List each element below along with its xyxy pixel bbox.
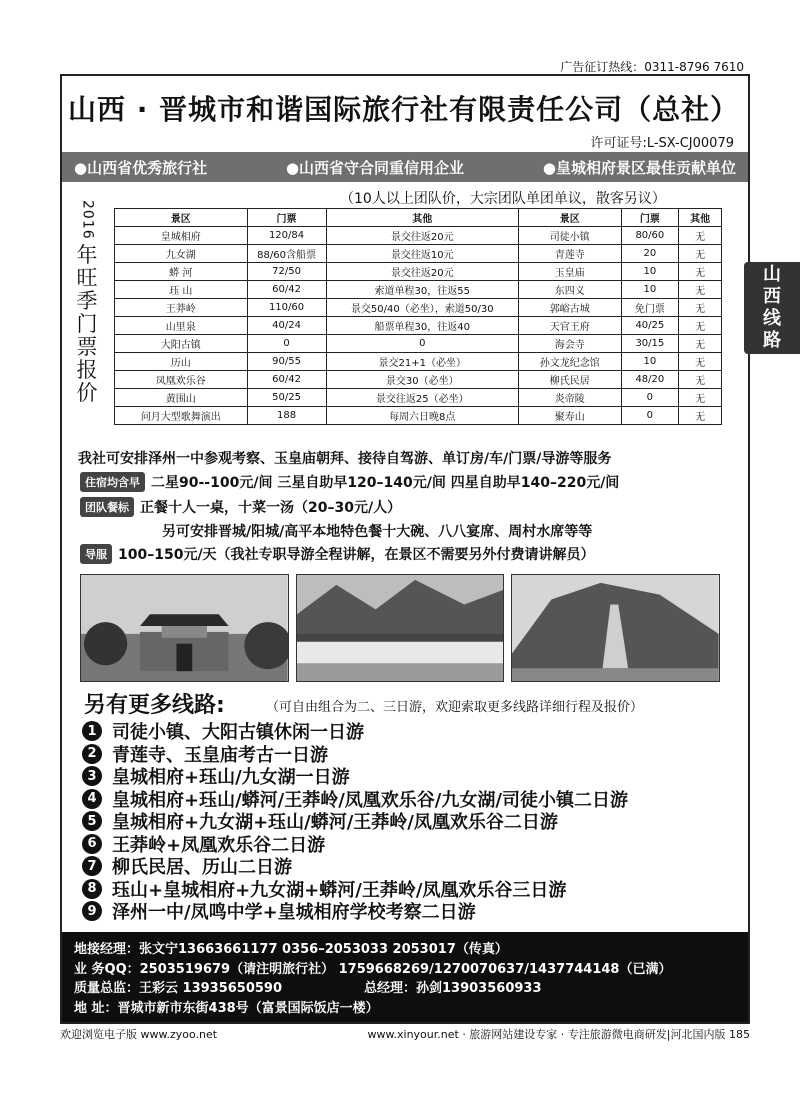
table-cell: 景交往返20元 [326, 227, 518, 245]
table-cell: 10 [621, 263, 679, 281]
meals-extra-text: 另可安排晋城/阳城/高平本地特色餐十大碗、八八宴席、周村水席等等 [162, 524, 593, 540]
table-cell: 0 [621, 407, 679, 425]
tab-char: 西 [763, 286, 781, 307]
route-text: 王莽岭+凤凰欢乐谷二日游 [112, 834, 326, 856]
contact-address: 地 址：晋城市新市东街438号（富景国际饭店一楼） [74, 1000, 379, 1016]
table-cell: 免门票 [621, 299, 679, 317]
table-cell: 大阳古镇 [115, 335, 248, 353]
ticket-price-table [114, 208, 722, 425]
meals-tag: 团队餐标 [80, 497, 134, 517]
route-item [82, 743, 742, 766]
table-cell: 无 [679, 371, 722, 389]
table-row [115, 245, 722, 263]
col-header: 门票 [621, 209, 679, 227]
table-cell: 无 [679, 317, 722, 335]
lodging-text: 二星90--100元/间 三星自助早120–140元/间 四星自助早140–220元/间 [151, 475, 620, 491]
table-cell: 0 [621, 389, 679, 407]
route-number: 2 [82, 744, 102, 764]
contact-qq: 业 务QQ：2503519679（请注明旅行社） 1759668269/1270070637/1437744148（已满） [74, 961, 672, 977]
honors-banner [62, 152, 748, 182]
table-row [115, 389, 722, 407]
table-cell: 48/20 [621, 371, 679, 389]
honor-item: ●山西省优秀旅行社 [74, 158, 208, 177]
route-number: 9 [82, 901, 102, 921]
tab-char: 山 [763, 264, 781, 285]
table-cell: 10 [621, 353, 679, 371]
table-cell: 无 [679, 227, 722, 245]
route-number: 6 [82, 834, 102, 854]
table-cell: 30/15 [621, 335, 679, 353]
table-cell: 天官王府 [518, 317, 621, 335]
table-row [115, 299, 722, 317]
col-header: 门票 [247, 209, 326, 227]
table-cell: 0 [326, 335, 518, 353]
route-text: 泽州一中/凤鸣中学+皇城相府学校考察二日游 [112, 902, 476, 924]
table-cell: 索道单程30，往返55 [326, 281, 518, 299]
table-cell: 无 [679, 281, 722, 299]
table-cell: 10 [621, 281, 679, 299]
guide-row [80, 544, 595, 564]
honor-item: ●山西省守合同重信用企业 [285, 158, 465, 177]
guide-text: 100–150元/天（我社专职导游全程讲解，在景区不需要另外付费请讲解员） [118, 547, 595, 563]
table-cell: 无 [679, 299, 722, 317]
table-cell: 炎帝陵 [518, 389, 621, 407]
table-cell: 80/60 [621, 227, 679, 245]
route-number: 5 [82, 811, 102, 831]
table-cell: 无 [679, 389, 722, 407]
license-number: 许可证号:L-SX-CJ00079 [590, 136, 734, 151]
routes-list [82, 720, 742, 923]
tab-char: 路 [763, 330, 781, 351]
table-cell: 110/60 [247, 299, 326, 317]
table-cell: 88/60含船票 [247, 245, 326, 263]
contact-quality: 质量总监：王彩云 13935650590 [74, 981, 283, 997]
shanxi-routes-tab [744, 262, 800, 354]
table-header-row [115, 209, 722, 227]
table-cell: 40/24 [247, 317, 326, 335]
route-item [82, 878, 742, 901]
table-cell: 景交往返10元 [326, 245, 518, 263]
scenic-photos [80, 574, 720, 682]
table-cell: 凤凰欢乐谷 [115, 371, 248, 389]
table-cell: 无 [679, 335, 722, 353]
table-cell: 90/55 [247, 353, 326, 371]
lodging-row [80, 472, 619, 492]
col-header: 景区 [115, 209, 248, 227]
meals-extra-row [162, 521, 592, 541]
col-header: 其他 [679, 209, 722, 227]
table-cell: 0 [247, 335, 326, 353]
photo-waterfall [296, 574, 505, 682]
table-cell: 无 [679, 407, 722, 425]
vertical-title-char: 年 [76, 243, 98, 267]
tab-char: 线 [763, 308, 781, 329]
table-cell: 历山 [115, 353, 248, 371]
table-cell: 景交30（必坐） [326, 371, 518, 389]
table-cell: 山里泉 [115, 317, 248, 335]
route-text: 柳氏民居、历山二日游 [112, 857, 292, 879]
vertical-title-char: 2016 [79, 200, 96, 240]
table-row [115, 281, 722, 299]
price-table-vertical-title [72, 198, 102, 405]
table-cell: 50/25 [247, 389, 326, 407]
route-text: 青莲寺、玉皇庙考古一日游 [112, 744, 328, 766]
contact-manager: 地接经理：张文宁13663661177 0356–2053033 2053017（传真） [74, 942, 508, 958]
table-cell: 72/50 [247, 263, 326, 281]
table-cell: 玉皇庙 [518, 263, 621, 281]
guide-tag: 导服 [80, 544, 112, 564]
table-cell: 郭峪古城 [518, 299, 621, 317]
contact-gm: 总经理：孙剑13903560933 [364, 981, 542, 997]
table-cell: 20 [621, 245, 679, 263]
table-cell: 船票单程30，往返40 [326, 317, 518, 335]
table-cell: 聚寿山 [518, 407, 621, 425]
vertical-title-char: 报 [76, 358, 98, 382]
table-row [115, 407, 722, 425]
footer [60, 1026, 750, 1042]
table-cell: 无 [679, 263, 722, 281]
company-title: 山西 · 晋城市和谐国际旅行社有限责任公司（总社） [68, 93, 740, 126]
footer-right: www.xinyour.net · 旅游网站建设专家 · 专注旅游微电商研发|河北国内版 185 [367, 1028, 750, 1041]
col-header: 其他 [326, 209, 518, 227]
route-text: 皇城相府+珏山/九女湖一日游 [112, 767, 350, 789]
footer-left: 欢迎浏览电子版 www.zyoo.net [60, 1028, 218, 1041]
contact-box [62, 932, 748, 1022]
table-cell: 188 [247, 407, 326, 425]
route-item [82, 855, 742, 878]
table-cell: 黄围山 [115, 389, 248, 407]
photo-mountain-stairs [511, 574, 720, 682]
honor-item: ●皇城相府景区最佳贡献单位 [542, 158, 736, 177]
route-item [82, 900, 742, 923]
more-routes-note: （可自由组合为二、三日游，欢迎索取更多线路详细行程及报价） [266, 700, 644, 715]
ad-hotline: 广告征订热线：0311-8796 7610 [560, 60, 744, 74]
table-cell: 九女湖 [115, 245, 248, 263]
table-cell: 景交往返25（必坐） [326, 389, 518, 407]
route-item [82, 720, 742, 743]
route-text: 皇城相府+珏山/蟒河/王莽岭/凤凰欢乐谷/九女湖/司徒小镇二日游 [112, 789, 628, 811]
route-number: 8 [82, 879, 102, 899]
table-cell: 60/42 [247, 371, 326, 389]
table-body [115, 227, 722, 425]
group-price-note: （10人以上团队价，大宗团队单团单议，散客另议） [340, 191, 666, 207]
table-row [115, 227, 722, 245]
table-cell: 皇城相府 [115, 227, 248, 245]
table-row [115, 353, 722, 371]
table-cell: 景交21+1（必坐） [326, 353, 518, 371]
vertical-title-char: 门 [76, 312, 98, 336]
table-cell: 珏 山 [115, 281, 248, 299]
photo-ancient-gate [80, 574, 289, 682]
route-item [82, 788, 742, 811]
table-row [115, 371, 722, 389]
route-number: 3 [82, 766, 102, 786]
table-cell: 无 [679, 353, 722, 371]
route-item [82, 833, 742, 856]
table-cell: 孙文龙纪念馆 [518, 353, 621, 371]
table-row [115, 317, 722, 335]
route-number: 7 [82, 856, 102, 876]
table-cell: 每周六日晚8点 [326, 407, 518, 425]
lodging-tag: 住宿均含早 [80, 472, 145, 492]
more-routes-title: 另有更多线路: [84, 693, 225, 718]
col-header: 景区 [518, 209, 621, 227]
table-cell: 40/25 [621, 317, 679, 335]
contact-management [74, 977, 736, 997]
route-item [82, 765, 742, 788]
table-cell: 司徒小镇 [518, 227, 621, 245]
table-cell: 蟒 河 [115, 263, 248, 281]
route-item [82, 810, 742, 833]
table-cell: 景交往返20元 [326, 263, 518, 281]
vertical-title-char: 票 [76, 335, 98, 359]
meals-row [80, 497, 401, 517]
table-cell: 东四义 [518, 281, 621, 299]
meals-text: 正餐十人一桌，十菜一汤（20–30元/人） [140, 500, 402, 516]
table-cell: 王莽岭 [115, 299, 248, 317]
route-text: 珏山+皇城相府+九女湖+蟒河/王莽岭/凤凰欢乐谷三日游 [112, 879, 567, 901]
route-text: 皇城相府+九女湖+珏山/蟒河/王莽岭/凤凰欢乐谷二日游 [112, 812, 558, 834]
table-cell: 青莲寺 [518, 245, 621, 263]
vertical-title-char: 价 [76, 381, 98, 405]
route-text: 司徒小镇、大阳古镇休闲一日游 [112, 722, 364, 744]
vertical-title-char: 季 [76, 289, 98, 313]
table-row [115, 263, 722, 281]
service-line: 我社可安排泽州一中参观考察、玉皇庙朝拜、接待自驾游、单订房/车/门票/导游等服务 [78, 451, 612, 467]
table-cell: 无 [679, 245, 722, 263]
table-cell: 景交50/40（必坐），索道50/30 [326, 299, 518, 317]
route-number: 4 [82, 789, 102, 809]
table-row [115, 335, 722, 353]
table-cell: 120/84 [247, 227, 326, 245]
table-cell: 海会寺 [518, 335, 621, 353]
vertical-title-char: 旺 [76, 266, 98, 290]
table-cell: 问月大型歌舞演出 [115, 407, 248, 425]
table-cell: 柳氏民居 [518, 371, 621, 389]
table-cell: 60/42 [247, 281, 326, 299]
route-number: 1 [82, 721, 102, 741]
